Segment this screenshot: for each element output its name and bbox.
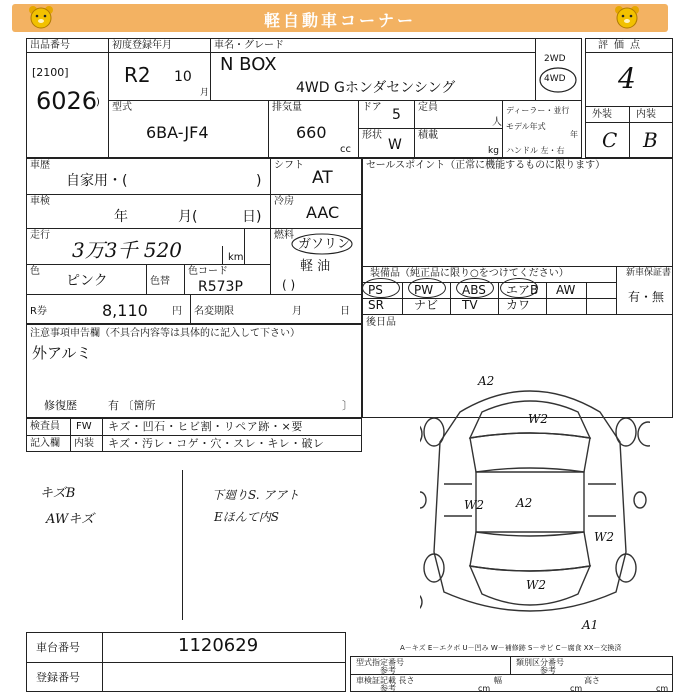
drive-4wd: 4WD bbox=[544, 74, 566, 84]
storage-month: 月 bbox=[292, 306, 302, 317]
storage-day: 日 bbox=[340, 306, 350, 317]
fuel-label: 燃料 bbox=[274, 230, 294, 241]
banner bbox=[12, 4, 668, 32]
handwriting-left-2: AWキズ bbox=[46, 512, 94, 527]
displacement-unit: cc bbox=[340, 144, 351, 155]
interior-label: 内装 bbox=[636, 109, 656, 120]
car-damage-diagram bbox=[420, 372, 650, 632]
chassis-label: 車台番号 bbox=[36, 641, 80, 654]
lot-number: 6026 bbox=[36, 87, 98, 115]
mileage-label: 走行 bbox=[30, 230, 50, 241]
score-value: 4 bbox=[618, 62, 636, 95]
equipment-row2-item: TV bbox=[462, 298, 478, 312]
model-value: 6BA-JF4 bbox=[146, 123, 209, 142]
ac-label: 冷房 bbox=[274, 196, 294, 207]
dealer-handle: ハンドル 左・右 bbox=[506, 146, 565, 155]
equipment-circle-icon bbox=[408, 278, 446, 298]
recycle-value: 8,110 bbox=[102, 301, 148, 320]
history-close: ) bbox=[256, 173, 262, 189]
dealer-model-year: モデル年式 bbox=[506, 122, 546, 131]
dealer-label: ディーラー・並行 bbox=[506, 106, 570, 115]
mileage-value: 3万3千 520 bbox=[72, 238, 182, 262]
mileage-unit: km bbox=[228, 252, 244, 263]
sales-point-label: セールスポイント（正常に機能するものに限ります） bbox=[366, 160, 606, 171]
footer-cm-2: cm bbox=[570, 684, 583, 693]
car-name: N BOX bbox=[220, 54, 277, 75]
shape-label: 形状 bbox=[362, 130, 382, 141]
handwriting-left-1: キズB bbox=[40, 486, 76, 501]
equipment-circle-icon bbox=[362, 278, 400, 298]
diagram-mark-1: A2 bbox=[478, 374, 495, 388]
inspection-day: 日) bbox=[242, 209, 262, 225]
registration-era: R2 bbox=[124, 63, 151, 87]
diagram-mark-2: W2 bbox=[528, 412, 548, 426]
footer-width: 幅 bbox=[494, 676, 502, 685]
notes-value: 外アルミ bbox=[32, 344, 92, 362]
footer-ref-2: 参考 bbox=[540, 666, 556, 675]
model-label: 型式 bbox=[112, 102, 132, 113]
repair-close: 〕 bbox=[342, 399, 353, 412]
color-label: 色 bbox=[30, 266, 40, 277]
notes-label: 注意事項申告欄（不具合内容等は具体的に記入して下さい） bbox=[30, 328, 300, 339]
equipment-row1-item: AW bbox=[556, 283, 576, 297]
diagram-mark-4: A2 bbox=[516, 496, 533, 510]
doors-value: 5 bbox=[392, 107, 401, 123]
color-code-label: 色コード bbox=[188, 266, 228, 277]
inspection-month: 月( bbox=[178, 209, 198, 225]
handwriting-right-2: Eほんて内S bbox=[214, 510, 279, 524]
diagram-mark-7: A1 bbox=[582, 618, 599, 632]
load-unit: kg bbox=[488, 146, 499, 156]
warranty-label: 新車保証書 bbox=[626, 268, 672, 278]
displacement-label: 排気量 bbox=[272, 102, 302, 113]
registration-no-label: 登録番号 bbox=[36, 671, 80, 684]
registration-month-unit: 月 bbox=[200, 88, 210, 98]
registration-month: 10 bbox=[174, 69, 192, 85]
fuel-other: ( ) bbox=[282, 278, 296, 292]
equipment-row1-item: ABS bbox=[462, 283, 486, 297]
displacement-value: 660 bbox=[296, 123, 327, 142]
doors-label: ドア bbox=[362, 102, 382, 113]
recycle-label: R券 bbox=[30, 306, 47, 317]
interior-value: B bbox=[643, 128, 658, 152]
equipment-row2-item: カワ bbox=[506, 298, 531, 312]
recycle-unit: 円 bbox=[172, 306, 182, 317]
color-value: ピンク bbox=[66, 273, 108, 289]
inspector-label-1: 検査員 bbox=[30, 421, 60, 432]
fuel-gas-circle-icon bbox=[290, 232, 354, 256]
repair-label: 修復歴 bbox=[44, 399, 77, 412]
bear-mascot-left-icon bbox=[28, 5, 54, 29]
ac-value: AAC bbox=[306, 203, 340, 222]
diagram-mark-3: W2 bbox=[464, 498, 484, 512]
banner-title: 軽自動車コーナー bbox=[263, 11, 416, 30]
footer-ref-1: 参考 bbox=[380, 666, 396, 675]
equipment-label: 装備品（純正品に限り○をつけてください） bbox=[370, 268, 569, 279]
chassis-value: 1120629 bbox=[178, 635, 259, 656]
footer-cm-1: cm bbox=[478, 684, 491, 693]
shape-value: W bbox=[388, 137, 402, 153]
score-label: 評価点 bbox=[598, 40, 646, 51]
legend: A－キズ E－エクボ U－凹み W－補修跡 S－サビ C－腐食 XX－交換済 bbox=[400, 644, 622, 652]
color-code: R573P bbox=[198, 279, 243, 295]
warranty-value: 有・無 bbox=[628, 290, 665, 304]
lot-label: 出品番号 bbox=[30, 40, 70, 51]
shift-value: AT bbox=[312, 168, 333, 188]
capacity-unit: 人 bbox=[492, 117, 502, 128]
inspection-label: 車検 bbox=[30, 196, 50, 207]
equipment-row1-item: PS bbox=[368, 283, 383, 297]
handwriting-right-1: 下廻りS. アアト bbox=[212, 488, 300, 502]
inspector-label-2: 記入欄 bbox=[30, 438, 60, 449]
exterior-value: C bbox=[602, 128, 618, 152]
footer-ref-3: 参考 bbox=[380, 684, 396, 693]
footer-type-no: 型式指定番号 bbox=[356, 658, 404, 667]
equipment-row2-item: ナビ bbox=[414, 298, 439, 312]
diagram-mark-6: W2 bbox=[526, 578, 546, 592]
equipment-circle-icon bbox=[500, 278, 538, 298]
footer-cm-3: cm bbox=[656, 684, 669, 693]
capacity-label: 定員 bbox=[418, 102, 438, 113]
fuel-diesel: 軽 油 bbox=[300, 259, 331, 274]
car-grade: 4WD Gホンダセンシング bbox=[296, 80, 456, 96]
equipment-row1-item: エアB bbox=[506, 283, 539, 297]
lot-mark: ) bbox=[96, 97, 100, 108]
color-change-label: 色替 bbox=[150, 276, 170, 287]
footer-height: 高さ bbox=[584, 676, 600, 685]
equipment-row1-item: PW bbox=[414, 283, 434, 297]
later-label: 後日品 bbox=[366, 317, 396, 328]
history-value: 自家用・( bbox=[66, 173, 128, 189]
exterior-label: 外装 bbox=[592, 109, 612, 120]
equipment-circle-icon bbox=[456, 278, 494, 298]
diagram-mark-5: W2 bbox=[594, 530, 614, 544]
equipment-row2-item: SR bbox=[368, 298, 384, 312]
dealer-year-unit: 年 bbox=[570, 130, 578, 139]
inspection-year: 年 bbox=[114, 209, 128, 225]
inspector-fw: FW bbox=[76, 421, 92, 432]
inspector-fw-row: キズ・凹石・ヒビ割・リペア跡・×要 bbox=[108, 420, 303, 433]
repair-value: 有 〔箇所 bbox=[108, 399, 156, 412]
registration-label: 初度登録年月 bbox=[112, 40, 172, 51]
storage-label: 名変期限 bbox=[194, 306, 234, 317]
lot-code: [2100] bbox=[32, 66, 69, 79]
drive-2wd: 2WD bbox=[544, 54, 566, 64]
car-name-label: 車名・グレード bbox=[214, 40, 284, 51]
inspector-in-row: キズ・汚レ・コゲ・穴・スレ・キレ・破レ bbox=[108, 437, 325, 450]
drive-4wd-circle-icon bbox=[535, 64, 581, 96]
inspector-in: 内装 bbox=[74, 438, 94, 449]
footer-class-no: 類別区分番号 bbox=[516, 658, 564, 667]
bear-mascot-right-icon bbox=[614, 5, 640, 29]
history-label: 車歴 bbox=[30, 160, 50, 171]
fuel-gas: ガソリン bbox=[298, 237, 351, 252]
footer-size: 車検証記載 長さ bbox=[356, 676, 415, 685]
shift-label: シフト bbox=[274, 160, 304, 171]
load-label: 積載 bbox=[418, 130, 438, 141]
